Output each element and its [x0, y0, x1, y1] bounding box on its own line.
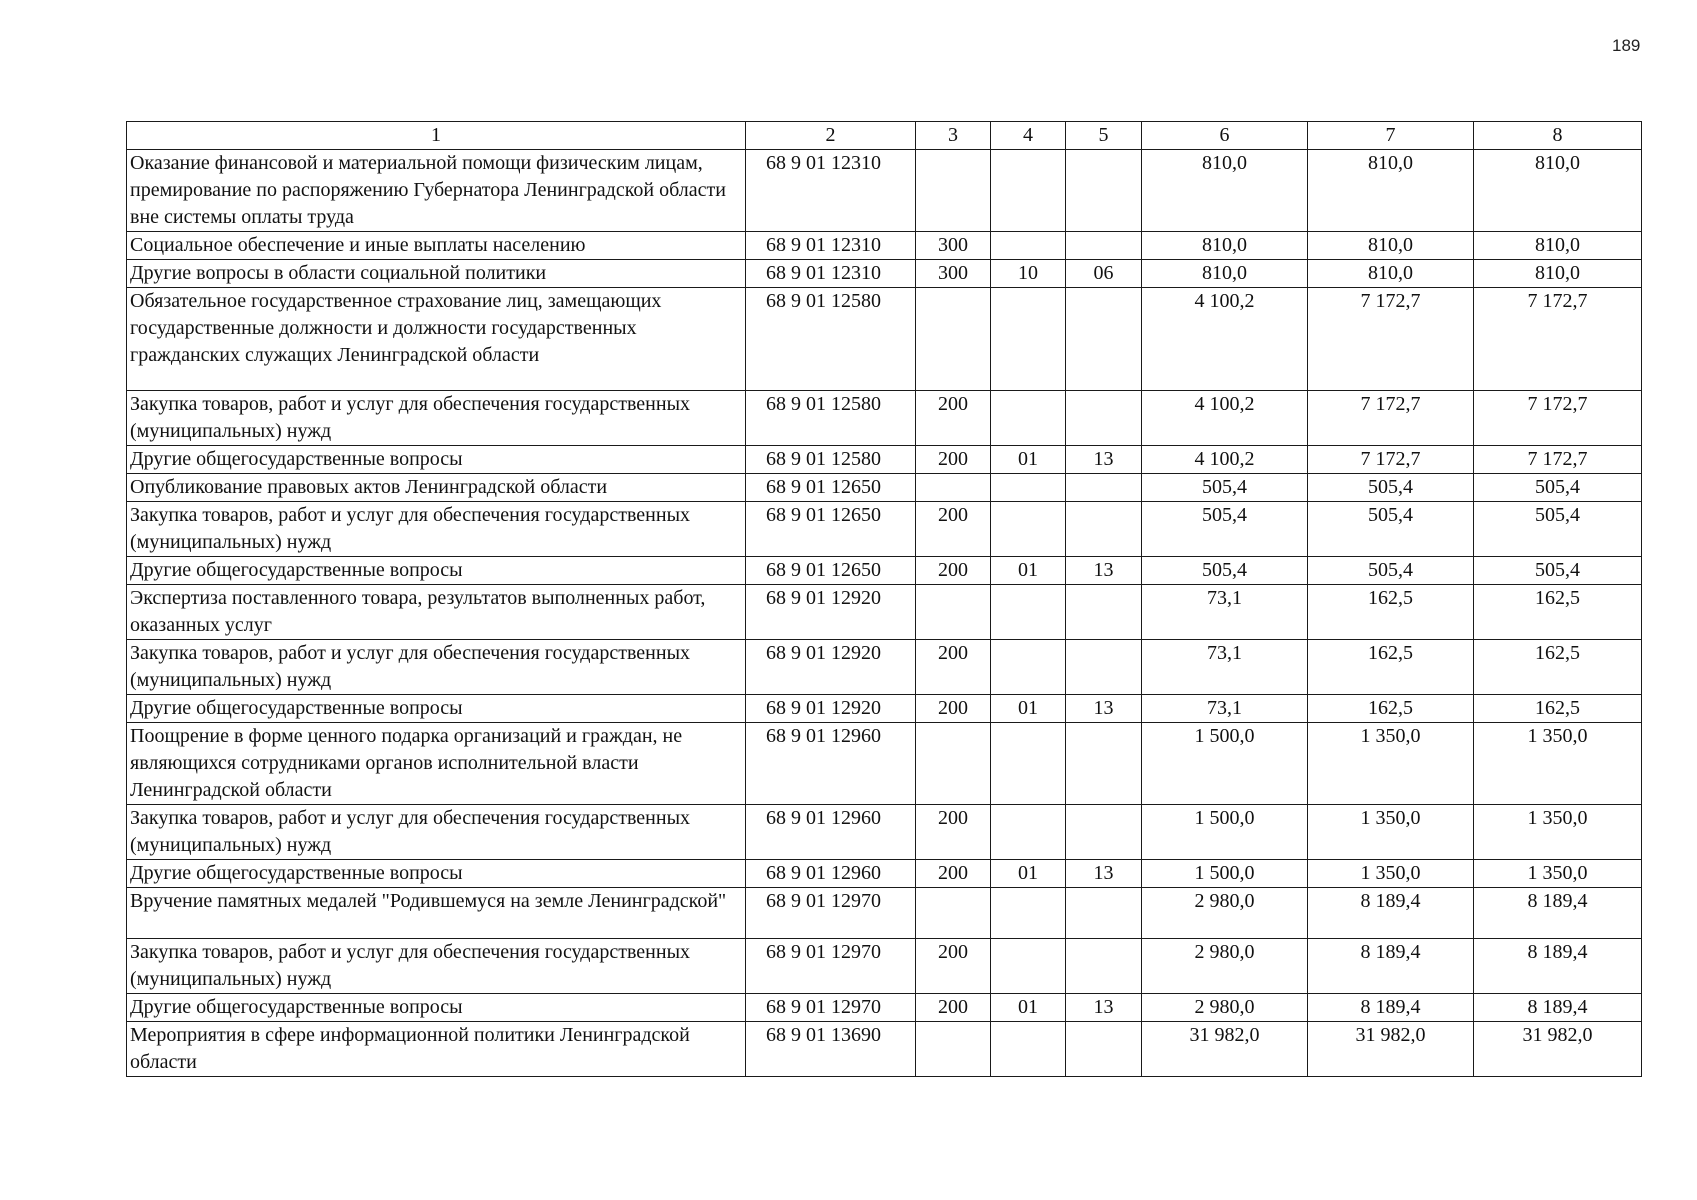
row-name: Обязательное государственное страхование лиц, замещающих государственные должности и должности государственных гражданских служащих Ленинградской области [127, 288, 746, 391]
row-col4: 01 [991, 557, 1066, 585]
table-row [127, 474, 1642, 502]
row-name: Закупка товаров, работ и услуг для обеспечения государственных (муниципальных) нужд [127, 939, 746, 994]
row-col5 [1066, 150, 1142, 232]
row-value-8: 810,0 [1474, 232, 1642, 260]
row-name: Поощрение в форме ценного подарка организаций и граждан, не являющихся сотрудниками органов исполнительной власти Ленинградской области [127, 723, 746, 805]
table-row [127, 805, 1642, 860]
row-name: Другие общегосударственные вопросы [127, 994, 746, 1022]
row-col5 [1066, 805, 1142, 860]
row-value-8: 1 350,0 [1474, 723, 1642, 805]
row-col4 [991, 723, 1066, 805]
row-code: 68 9 01 12970 [746, 994, 916, 1022]
row-name: Экспертиза поставленного товара, результатов выполненных работ, оказанных услуг [127, 585, 746, 640]
header-row [127, 122, 1642, 150]
row-col3: 200 [916, 446, 991, 474]
row-col4 [991, 288, 1066, 391]
header-cell: 2 [746, 122, 916, 150]
row-col5: 06 [1066, 260, 1142, 288]
row-col3: 200 [916, 939, 991, 994]
row-value-6: 2 980,0 [1142, 888, 1308, 939]
header-cell: 1 [127, 122, 746, 150]
row-code: 68 9 01 12920 [746, 640, 916, 695]
row-col5 [1066, 939, 1142, 994]
row-name: Другие общегосударственные вопросы [127, 860, 746, 888]
row-code: 68 9 01 12650 [746, 557, 916, 585]
row-col4 [991, 1022, 1066, 1077]
row-value-7: 1 350,0 [1308, 723, 1474, 805]
table-row [127, 695, 1642, 723]
row-value-6: 2 980,0 [1142, 994, 1308, 1022]
row-value-8: 1 350,0 [1474, 860, 1642, 888]
row-value-8: 7 172,7 [1474, 391, 1642, 446]
row-code: 68 9 01 12960 [746, 805, 916, 860]
row-col5 [1066, 391, 1142, 446]
row-name: Закупка товаров, работ и услуг для обеспечения государственных (муниципальных) нужд [127, 502, 746, 557]
row-value-7: 1 350,0 [1308, 805, 1474, 860]
row-col4 [991, 150, 1066, 232]
row-col5 [1066, 723, 1142, 805]
table-row [127, 939, 1642, 994]
row-col4: 10 [991, 260, 1066, 288]
row-col3: 200 [916, 502, 991, 557]
header-cell: 5 [1066, 122, 1142, 150]
row-code: 68 9 01 12970 [746, 888, 916, 939]
header-cell: 3 [916, 122, 991, 150]
table-row [127, 1022, 1642, 1077]
row-col5 [1066, 640, 1142, 695]
row-col5: 13 [1066, 994, 1142, 1022]
row-value-7: 8 189,4 [1308, 994, 1474, 1022]
row-value-6: 73,1 [1142, 585, 1308, 640]
row-col4: 01 [991, 860, 1066, 888]
row-name: Опубликование правовых актов Ленинградской области [127, 474, 746, 502]
row-col3 [916, 585, 991, 640]
row-value-7: 7 172,7 [1308, 391, 1474, 446]
table-row [127, 260, 1642, 288]
row-code: 68 9 01 12960 [746, 860, 916, 888]
row-col5 [1066, 585, 1142, 640]
row-value-7: 162,5 [1308, 640, 1474, 695]
row-value-8: 8 189,4 [1474, 939, 1642, 994]
row-col4 [991, 939, 1066, 994]
row-value-7: 162,5 [1308, 585, 1474, 640]
table-row [127, 288, 1642, 391]
row-col3: 200 [916, 695, 991, 723]
row-col3 [916, 474, 991, 502]
row-code: 68 9 01 12310 [746, 150, 916, 232]
row-value-6: 810,0 [1142, 232, 1308, 260]
row-value-7: 810,0 [1308, 232, 1474, 260]
row-value-7: 31 982,0 [1308, 1022, 1474, 1077]
row-name: Другие общегосударственные вопросы [127, 446, 746, 474]
row-value-7: 8 189,4 [1308, 939, 1474, 994]
row-code: 68 9 01 12920 [746, 695, 916, 723]
row-code: 68 9 01 12310 [746, 260, 916, 288]
row-col3: 200 [916, 391, 991, 446]
row-col5: 13 [1066, 695, 1142, 723]
row-col5: 13 [1066, 446, 1142, 474]
row-col4 [991, 474, 1066, 502]
row-value-6: 4 100,2 [1142, 391, 1308, 446]
row-col4 [991, 232, 1066, 260]
row-col4: 01 [991, 446, 1066, 474]
table-row [127, 640, 1642, 695]
row-value-7: 505,4 [1308, 502, 1474, 557]
row-value-8: 162,5 [1474, 695, 1642, 723]
row-col5 [1066, 888, 1142, 939]
row-col3 [916, 150, 991, 232]
row-value-8: 8 189,4 [1474, 888, 1642, 939]
header-cell: 8 [1474, 122, 1642, 150]
page-number: 189 [1612, 36, 1641, 55]
row-col5: 13 [1066, 557, 1142, 585]
row-value-7: 7 172,7 [1308, 288, 1474, 391]
row-col3 [916, 888, 991, 939]
row-value-7: 505,4 [1308, 474, 1474, 502]
table-row [127, 391, 1642, 446]
row-col5 [1066, 232, 1142, 260]
table-row [127, 557, 1642, 585]
header-cell: 7 [1308, 122, 1474, 150]
row-value-8: 162,5 [1474, 640, 1642, 695]
row-col3: 300 [916, 260, 991, 288]
table-row [127, 502, 1642, 557]
row-value-8: 810,0 [1474, 150, 1642, 232]
row-value-6: 810,0 [1142, 260, 1308, 288]
row-value-7: 162,5 [1308, 695, 1474, 723]
row-col3 [916, 1022, 991, 1077]
row-value-8: 7 172,7 [1474, 446, 1642, 474]
row-value-8: 505,4 [1474, 502, 1642, 557]
row-value-8: 505,4 [1474, 557, 1642, 585]
row-code: 68 9 01 12310 [746, 232, 916, 260]
row-value-6: 505,4 [1142, 474, 1308, 502]
table-row [127, 150, 1642, 232]
table-row [127, 723, 1642, 805]
row-value-7: 7 172,7 [1308, 446, 1474, 474]
row-value-8: 8 189,4 [1474, 994, 1642, 1022]
row-col3: 200 [916, 805, 991, 860]
row-value-6: 1 500,0 [1142, 723, 1308, 805]
row-col3: 200 [916, 640, 991, 695]
row-value-6: 1 500,0 [1142, 805, 1308, 860]
row-value-7: 810,0 [1308, 150, 1474, 232]
row-col4 [991, 805, 1066, 860]
table-row [127, 888, 1642, 939]
header-cell: 4 [991, 122, 1066, 150]
row-value-8: 162,5 [1474, 585, 1642, 640]
row-col3 [916, 288, 991, 391]
row-value-6: 73,1 [1142, 640, 1308, 695]
header-cell: 6 [1142, 122, 1308, 150]
row-code: 68 9 01 12920 [746, 585, 916, 640]
row-value-6: 2 980,0 [1142, 939, 1308, 994]
row-name: Закупка товаров, работ и услуг для обеспечения государственных (муниципальных) нужд [127, 805, 746, 860]
row-col5: 13 [1066, 860, 1142, 888]
row-name: Другие вопросы в области социальной политики [127, 260, 746, 288]
row-col4 [991, 640, 1066, 695]
row-value-7: 505,4 [1308, 557, 1474, 585]
row-col5 [1066, 502, 1142, 557]
row-col4 [991, 502, 1066, 557]
row-value-6: 31 982,0 [1142, 1022, 1308, 1077]
row-name: Вручение памятных медалей "Родившемуся на земле Ленинградской" [127, 888, 746, 939]
row-value-7: 810,0 [1308, 260, 1474, 288]
row-value-6: 505,4 [1142, 502, 1308, 557]
row-value-6: 4 100,2 [1142, 288, 1308, 391]
row-name: Другие общегосударственные вопросы [127, 695, 746, 723]
table-row [127, 446, 1642, 474]
row-code: 68 9 01 12960 [746, 723, 916, 805]
row-col4 [991, 585, 1066, 640]
row-code: 68 9 01 12970 [746, 939, 916, 994]
table-body [127, 150, 1642, 1077]
row-code: 68 9 01 12580 [746, 288, 916, 391]
row-value-8: 7 172,7 [1474, 288, 1642, 391]
table-row [127, 860, 1642, 888]
row-name: Закупка товаров, работ и услуг для обеспечения государственных (муниципальных) нужд [127, 640, 746, 695]
row-col4 [991, 391, 1066, 446]
row-value-7: 8 189,4 [1308, 888, 1474, 939]
row-col5 [1066, 474, 1142, 502]
row-code: 68 9 01 13690 [746, 1022, 916, 1077]
row-name: Оказание финансовой и материальной помощи физическим лицам, премирование по распоряжению Губернатора Ленинградской области вне системы оплаты труда [127, 150, 746, 232]
budget-table [126, 121, 1642, 1077]
row-col4: 01 [991, 994, 1066, 1022]
row-value-6: 73,1 [1142, 695, 1308, 723]
row-value-6: 4 100,2 [1142, 446, 1308, 474]
row-value-8: 1 350,0 [1474, 805, 1642, 860]
row-value-7: 1 350,0 [1308, 860, 1474, 888]
row-value-6: 810,0 [1142, 150, 1308, 232]
row-col3: 200 [916, 557, 991, 585]
row-code: 68 9 01 12580 [746, 391, 916, 446]
row-name: Закупка товаров, работ и услуг для обеспечения государственных (муниципальных) нужд [127, 391, 746, 446]
row-code: 68 9 01 12650 [746, 502, 916, 557]
row-value-8: 810,0 [1474, 260, 1642, 288]
row-value-8: 31 982,0 [1474, 1022, 1642, 1077]
table-row [127, 994, 1642, 1022]
row-col3: 200 [916, 860, 991, 888]
row-name: Мероприятия в сфере информационной политики Ленинградской области [127, 1022, 746, 1077]
row-col5 [1066, 1022, 1142, 1077]
row-name: Другие общегосударственные вопросы [127, 557, 746, 585]
row-name: Социальное обеспечение и иные выплаты населению [127, 232, 746, 260]
row-value-6: 505,4 [1142, 557, 1308, 585]
row-col4 [991, 888, 1066, 939]
row-value-8: 505,4 [1474, 474, 1642, 502]
row-code: 68 9 01 12580 [746, 446, 916, 474]
row-col5 [1066, 288, 1142, 391]
table-row [127, 232, 1642, 260]
row-code: 68 9 01 12650 [746, 474, 916, 502]
row-value-6: 1 500,0 [1142, 860, 1308, 888]
row-col3: 300 [916, 232, 991, 260]
table-row [127, 585, 1642, 640]
row-col3 [916, 723, 991, 805]
row-col4: 01 [991, 695, 1066, 723]
row-col3: 200 [916, 994, 991, 1022]
